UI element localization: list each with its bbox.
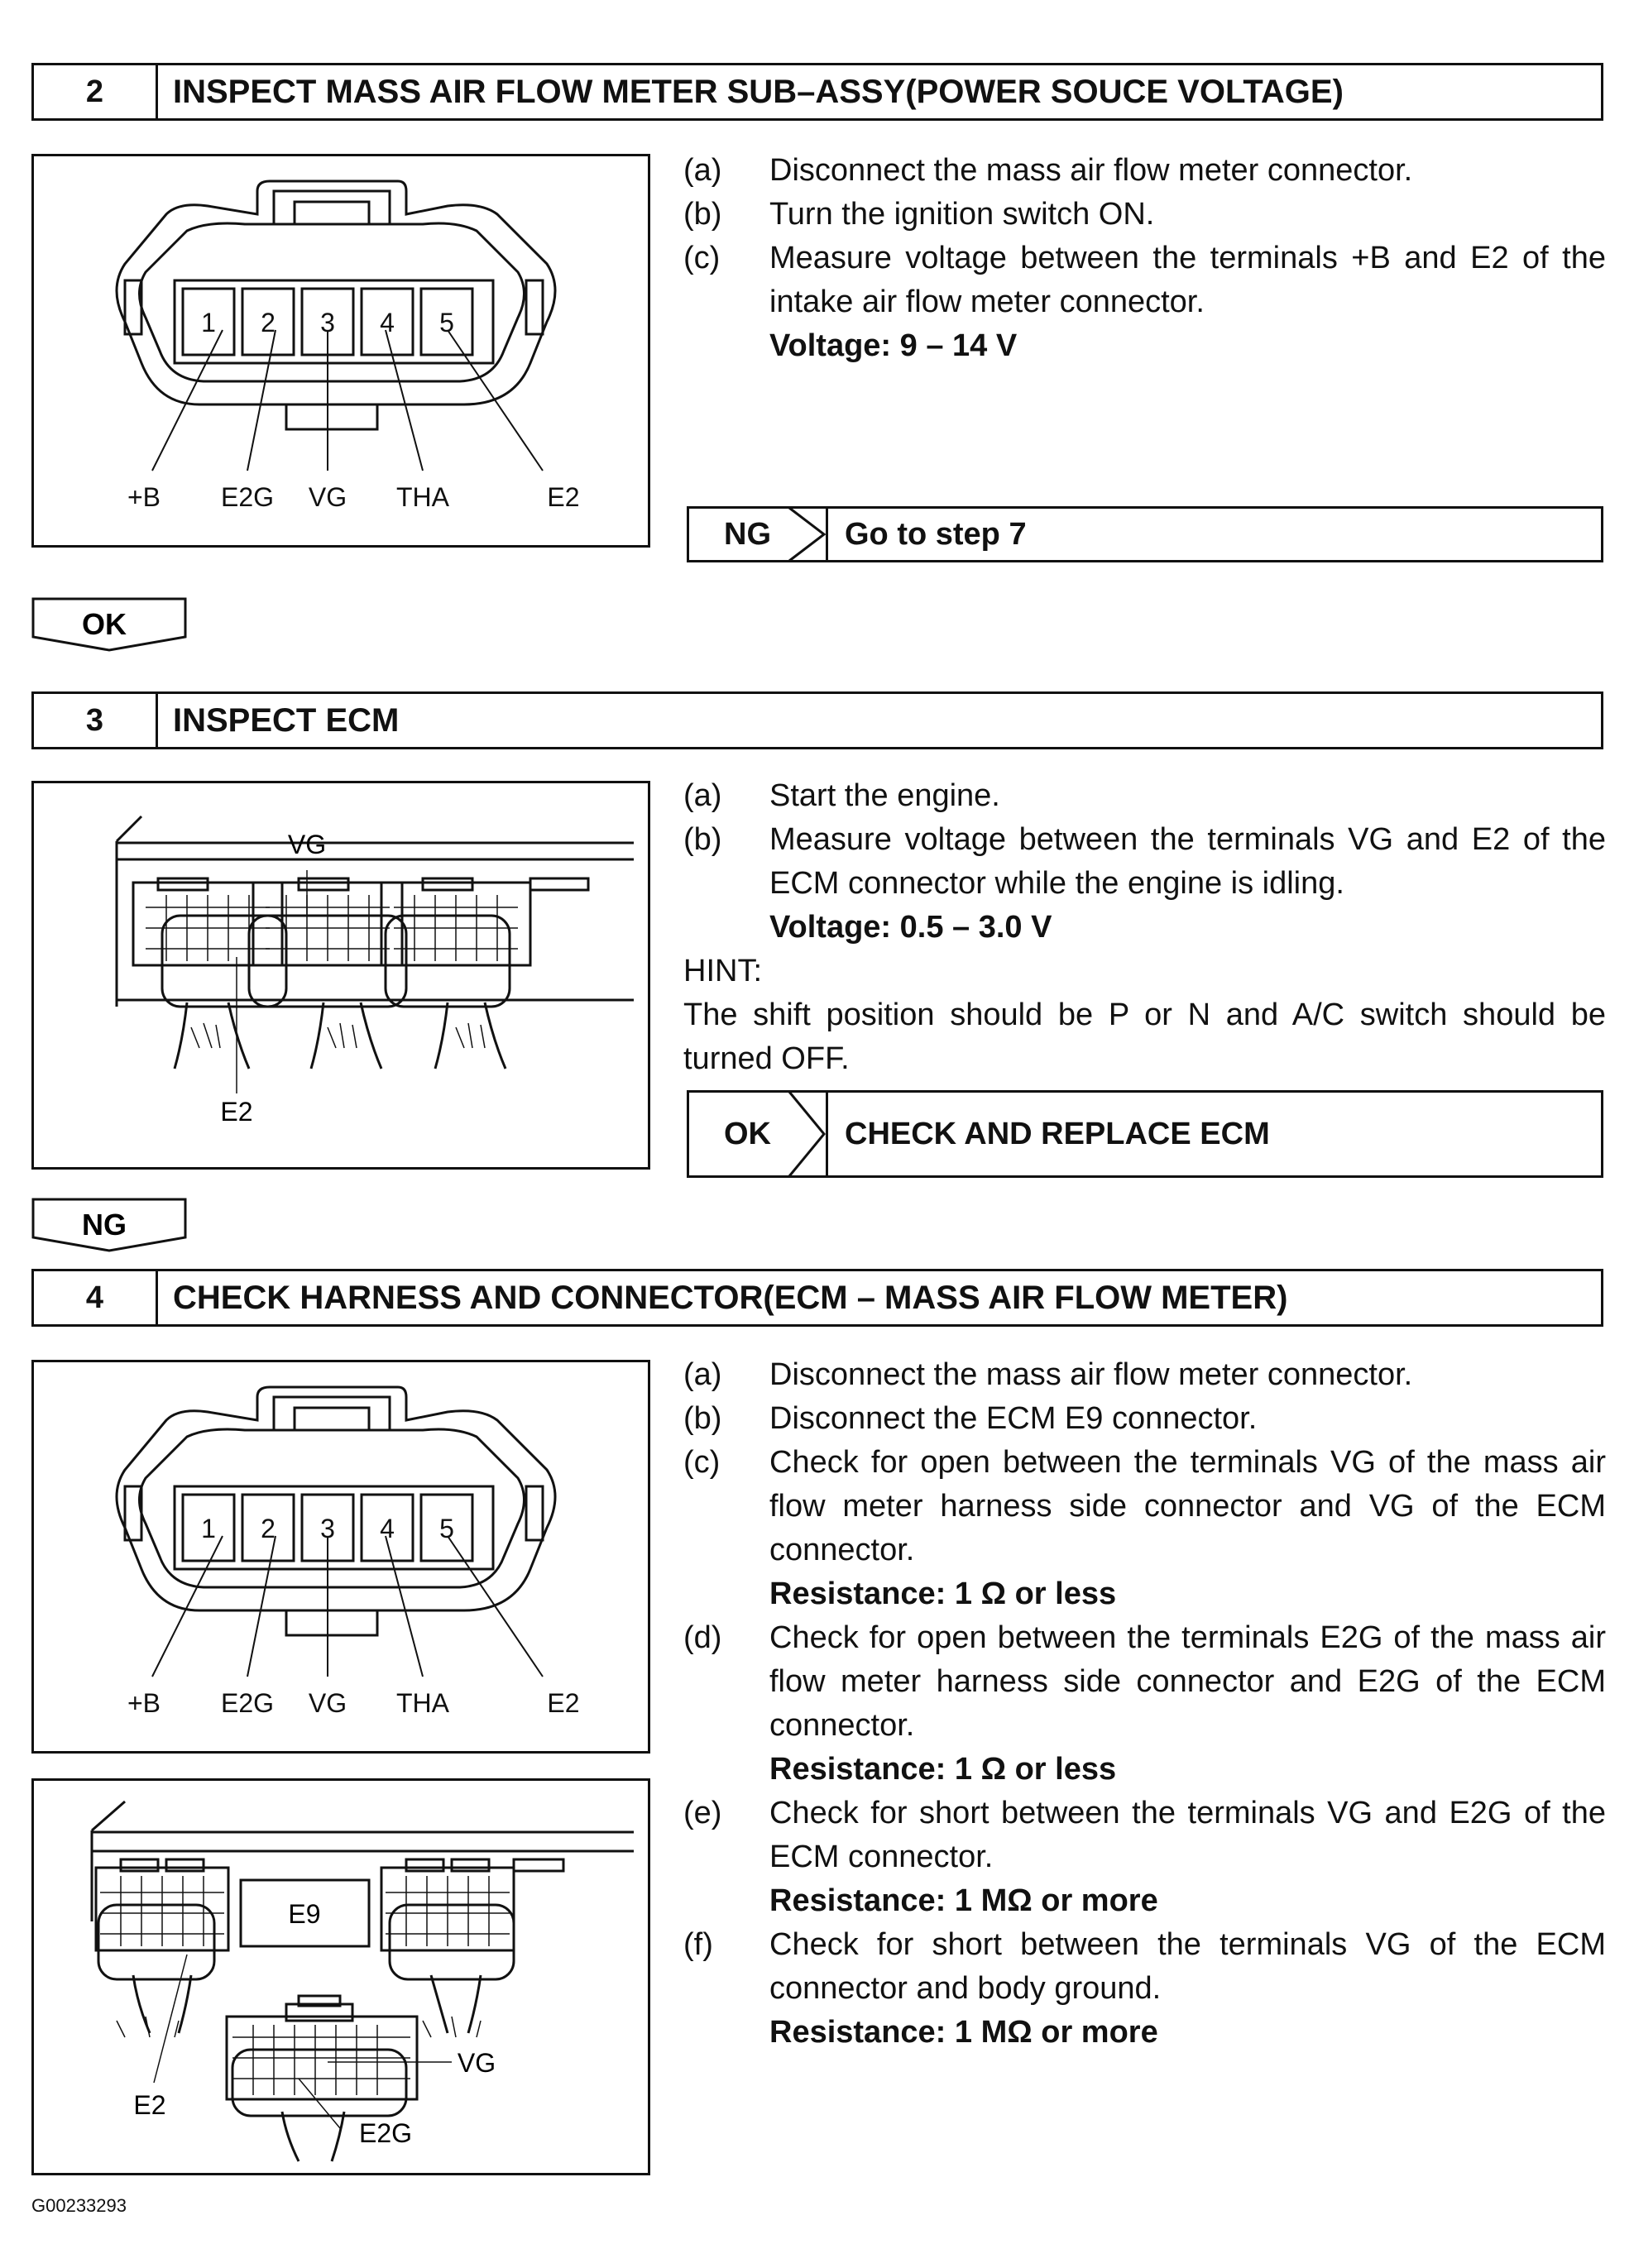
instruction-item: (e) Check for short between the terminals VG and E2G of the ECM connector. bbox=[683, 1796, 1606, 1874]
pin-number: 2 bbox=[261, 1514, 276, 1543]
ecm-e9-connector-figure bbox=[31, 1778, 650, 2175]
ok-flow-tag bbox=[31, 597, 189, 658]
terminal-label: E2G bbox=[220, 482, 275, 512]
ok-label: OK bbox=[82, 607, 127, 641]
e9-label: E9 bbox=[288, 1899, 321, 1929]
terminal-label: +B bbox=[127, 482, 161, 512]
instruction-item: (b) Disconnect the ECM E9 connector. bbox=[683, 1401, 1258, 1436]
pin-number: 5 bbox=[439, 308, 454, 337]
pin-number: 4 bbox=[380, 1514, 395, 1543]
instruction-item: (c) Check for open between the terminals VG of the mass air flow meter harness side connector and VG of the ECM connector. bbox=[683, 1445, 1606, 1567]
terminal-label: VG bbox=[308, 1688, 347, 1718]
step-2-instructions bbox=[683, 149, 1606, 368]
hint-label: HINT: bbox=[683, 954, 762, 988]
fig-label-vg: VG bbox=[287, 830, 327, 859]
ng-result-row bbox=[687, 506, 1603, 562]
terminal-label: THA bbox=[396, 482, 449, 512]
ng-action-box: Go to step 7 bbox=[826, 506, 1603, 562]
pin-number: 2 bbox=[261, 308, 276, 337]
pin-number: 3 bbox=[320, 308, 335, 337]
instruction-item: (f) Check for short between the terminals VG of the ECM connector and body ground. bbox=[683, 1927, 1606, 2006]
terminal-label: +B bbox=[127, 1688, 161, 1718]
pin-number: 1 bbox=[201, 308, 216, 337]
terminal-label: E2G bbox=[220, 1688, 275, 1718]
pin-number: 4 bbox=[380, 308, 395, 337]
ng-tag: NG bbox=[687, 506, 826, 562]
pin-number: 3 bbox=[320, 1514, 335, 1543]
step-number: 4 bbox=[34, 1271, 158, 1324]
connector-figure bbox=[31, 1360, 650, 1754]
instruction-item: (a) Disconnect the mass air flow meter connector. bbox=[683, 153, 1413, 188]
spec-value: Resistance: 1 MΩ or more bbox=[769, 1883, 1158, 1918]
connector-figure bbox=[31, 154, 650, 548]
step-title: CHECK HARNESS AND CONNECTOR(ECM – MASS AIR FLOW METER) bbox=[173, 1279, 1288, 1316]
instruction-item: (c) Measure voltage between the terminals +B and E2 of the intake air flow meter connector. bbox=[683, 241, 1606, 319]
spec-value: Voltage: 0.5 – 3.0 V bbox=[769, 910, 1052, 945]
instruction-item: (b) Turn the ignition switch ON. bbox=[683, 197, 1155, 232]
fig-label-e2: E2 bbox=[220, 1097, 253, 1127]
ecm-connector-figure bbox=[31, 781, 650, 1170]
arrow-right-icon bbox=[788, 1090, 827, 1178]
fig-label-e2g: E2G bbox=[358, 2118, 413, 2148]
hint-text: The shift position should be P or N and A/C switch should be turned OFF. bbox=[683, 998, 1606, 1076]
arrow-right-icon bbox=[788, 506, 827, 562]
pin-number: 5 bbox=[439, 1514, 454, 1543]
spec-value: Voltage: 9 – 14 V bbox=[769, 328, 1018, 363]
figure-id: G00233293 bbox=[31, 2195, 127, 2216]
ng-label: NG bbox=[82, 1208, 127, 1242]
spec-value: Resistance: 1 Ω or less bbox=[769, 1752, 1117, 1787]
instruction-item: (d) Check for open between the terminals E2G of the mass air flow meter harness side connector and E2G of the ECM connector. bbox=[683, 1620, 1606, 1743]
step-2-header bbox=[31, 63, 1603, 121]
spec-value: Resistance: 1 MΩ or more bbox=[769, 2015, 1158, 2050]
fig-label-vg: VG bbox=[457, 2048, 496, 2078]
pin-number: 1 bbox=[201, 1514, 216, 1543]
instruction-item: (a) Start the engine. bbox=[683, 778, 1000, 813]
ok-result-row bbox=[687, 1090, 1603, 1178]
spec-value: Resistance: 1 Ω or less bbox=[769, 1577, 1117, 1611]
step-4-header bbox=[31, 1269, 1603, 1327]
fig-label-e2: E2 bbox=[133, 2090, 166, 2120]
terminal-label: VG bbox=[308, 482, 347, 512]
ng-flow-tag bbox=[31, 1198, 189, 1258]
ok-tag: OK bbox=[687, 1090, 826, 1178]
terminal-label: THA bbox=[396, 1688, 449, 1718]
instruction-item: (b) Measure voltage between the terminals VG and E2 of the ECM connector while the engine is idling. bbox=[683, 822, 1606, 901]
step-3-header bbox=[31, 691, 1603, 749]
terminal-label: E2 bbox=[547, 1688, 580, 1718]
instruction-item: (a) Disconnect the mass air flow meter connector. bbox=[683, 1357, 1413, 1392]
step-number: 2 bbox=[34, 65, 158, 118]
step-number: 3 bbox=[34, 694, 158, 747]
step-title: INSPECT MASS AIR FLOW METER SUB–ASSY(POWER SOUCE VOLTAGE) bbox=[173, 73, 1344, 110]
terminal-label: E2 bbox=[547, 482, 580, 512]
step-title: INSPECT ECM bbox=[173, 701, 400, 739]
step-4-instructions bbox=[683, 1353, 1606, 2055]
ok-action-box: CHECK AND REPLACE ECM bbox=[826, 1090, 1603, 1178]
step-3-instructions bbox=[683, 774, 1606, 1081]
